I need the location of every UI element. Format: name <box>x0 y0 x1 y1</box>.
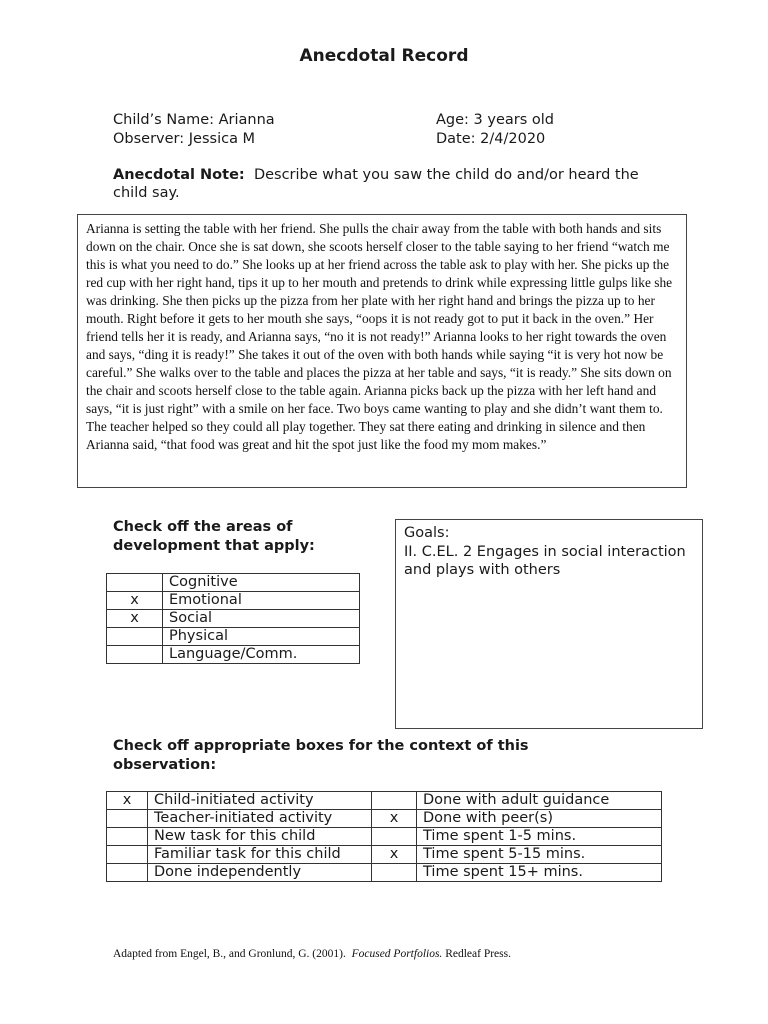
child-name: Child’s Name: Arianna <box>113 112 275 128</box>
context-option: New task for this child <box>148 828 372 846</box>
table-row <box>107 792 662 810</box>
citation-footer <box>113 948 511 960</box>
development-area: Physical <box>163 628 360 646</box>
table-row <box>107 646 360 664</box>
context-option: Time spent 15+ mins. <box>417 864 662 882</box>
context-option: Familiar task for this child <box>148 846 372 864</box>
check-cell <box>107 828 148 846</box>
development-table <box>106 573 360 664</box>
context-table <box>106 791 662 882</box>
anecdotal-narrative: Arianna is setting the table with her friend. She pulls the chair away from the table with both hands and sits down on the chair. Once she is sat down, she scoots herself closer to the table saying to her friend “watch me this is what you need to do.” She looks up at her friend across the table ask to play with her. She picks up the red cup with her right hand, tips it up to her mouth and pretends to drink while expressing little gulps like she was drinking. She then picks up the pizza from her plate with her right hand and brings the pizza up to her mouth. Right before it gets to her mouth she says, “oops it is not ready got to put it back in the oven.” Her friend tells her it is ready, and Arianna says, “no it is not ready!” Arianna looks to her right towards the oven and says, “ding it is ready!” She takes it out of the oven with both hands while saying “it is very hot now be careful.” She walks over to the table and places the pizza at her table and says, “it is ready.” She sits down on the chair and scoots herself close to the table again. Arianna picks back up the pizza with her left hand and says, “it is just right” with a smile on her face. Two boys came wanting to play and she didn’t want them to. The teacher helped so they could all play together. They sat there eating and drinking in silence and then Arianna said, “that food was great and hit the spot just like the food my mom makes.” <box>77 214 687 488</box>
table-row <box>107 864 662 882</box>
context-heading: Check off appropriate boxes for the context of this observation: <box>113 738 529 773</box>
check-cell <box>107 646 163 664</box>
anecdotal-note-instructions <box>113 166 673 202</box>
goals-box <box>395 519 703 729</box>
table-row <box>107 592 360 610</box>
development-area: Language/Comm. <box>163 646 360 664</box>
check-cell <box>372 792 417 810</box>
table-row <box>107 610 360 628</box>
context-option: Child-initiated activity <box>148 792 372 810</box>
development-heading: Check off the areas of development that apply: <box>113 519 315 554</box>
observer-name: Observer: Jessica M <box>113 131 256 147</box>
goals-text: II. C.EL. 2 Engages in social interaction and plays with others <box>404 543 686 578</box>
observation-date: Date: 2/4/2020 <box>436 131 546 147</box>
child-age: Age: 3 years old <box>436 112 554 128</box>
check-cell: x <box>372 846 417 864</box>
check-cell <box>107 810 148 828</box>
check-cell: x <box>107 792 148 810</box>
check-cell <box>107 628 163 646</box>
context-option: Time spent 1-5 mins. <box>417 828 662 846</box>
citation-authors: Adapted from Engel, B., and Gronlund, G. (2001). <box>113 948 346 960</box>
goals-label: Goals: <box>404 525 450 541</box>
citation-publisher: Redleaf Press. <box>445 948 511 960</box>
table-row <box>107 846 662 864</box>
context-option: Time spent 5-15 mins. <box>417 846 662 864</box>
context-option: Done independently <box>148 864 372 882</box>
page-title: Anecdotal Record <box>299 46 469 66</box>
citation-book-title: Focused Portfolios. <box>351 948 443 960</box>
check-cell <box>107 846 148 864</box>
check-cell: x <box>107 610 163 628</box>
table-row <box>107 628 360 646</box>
check-cell <box>107 574 163 592</box>
anecdotal-note-label: Anecdotal Note: <box>113 167 245 183</box>
table-row <box>107 810 662 828</box>
anecdotal-note-prompt: Describe what you saw the child do and/or heard the child say. <box>113 167 639 201</box>
check-cell <box>372 864 417 882</box>
check-cell <box>372 828 417 846</box>
table-row <box>107 574 360 592</box>
context-option: Done with peer(s) <box>417 810 662 828</box>
check-cell <box>107 864 148 882</box>
development-area: Emotional <box>163 592 360 610</box>
check-cell: x <box>107 592 163 610</box>
table-row <box>107 828 662 846</box>
check-cell: x <box>372 810 417 828</box>
context-option: Done with adult guidance <box>417 792 662 810</box>
development-area: Social <box>163 610 360 628</box>
development-area: Cognitive <box>163 574 360 592</box>
context-option: Teacher-initiated activity <box>148 810 372 828</box>
